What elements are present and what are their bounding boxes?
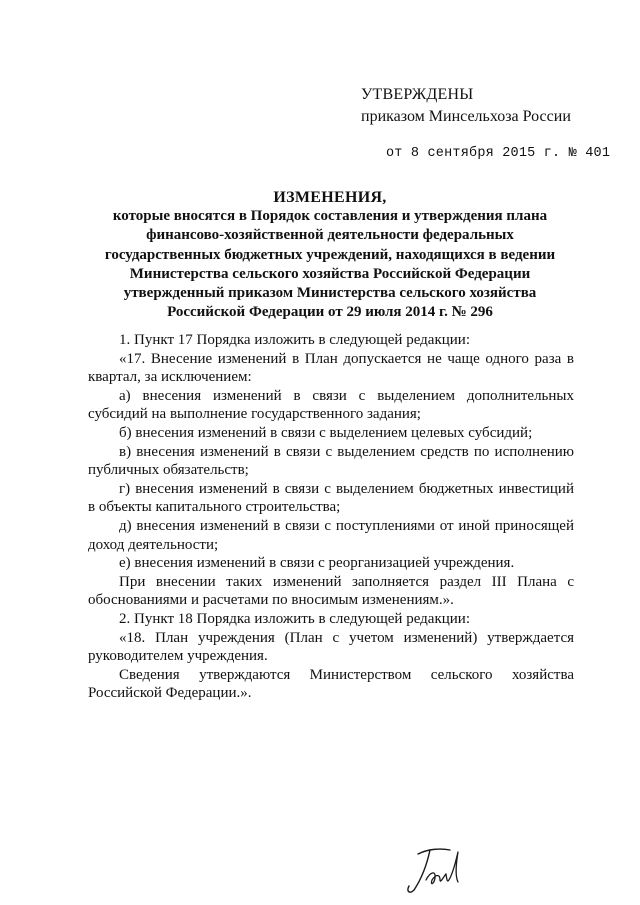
handwritten-signature-icon: [400, 846, 470, 896]
paragraph: б) внесения изменений в связи с выделением целевых субсидий;: [119, 424, 533, 441]
title-line: Российской Федерации от 29 июля 2014 г. № 296: [167, 304, 493, 321]
document-title: [80, 188, 580, 323]
title-line: утвержденный приказом Министерства сельского хозяйства: [123, 285, 537, 302]
paragraph: в) внесения изменений в связи с выделением средств по исполнению публичных обязательств;: [88, 443, 574, 479]
paragraph: г) внесения изменений в связи с выделением бюджетных инвестиций в объекты капитального строительства;: [88, 480, 574, 516]
order-date-number: от 8 сентября 2015 г. № 401: [386, 146, 611, 161]
paragraph: При внесении таких изменений заполняется раздел III Плана с обоснованиями и расчетами по вносимым изменениям.».: [88, 573, 574, 609]
paragraph: д) внесения изменений в связи с поступлениями от иной приносящей доход деятельности;: [88, 517, 574, 553]
paragraph: Сведения утверждаются Министерством сельского хозяйства Российской Федерации.».: [88, 666, 574, 702]
title-line: финансово-хозяйственной деятельности федеральных: [146, 227, 514, 244]
paragraph: 2. Пункт 18 Порядка изложить в следующей редакции:: [119, 610, 470, 627]
title-line: Министерства сельского хозяйства Российской Федерации: [129, 265, 531, 282]
paragraph: «18. План учреждения (План с учетом изменений) утверждается руководителем учреждения.: [88, 629, 574, 665]
document-body: [88, 331, 574, 703]
paragraph: «17. Внесение изменений в План допускается не чаще одного раза в квартал, за исключением:: [88, 350, 574, 386]
paragraph: а) внесения изменений в связи с выделением дополнительных субсидий на выполнение государственного задания;: [88, 387, 574, 423]
title-heading: ИЗМЕНЕНИЯ,: [273, 189, 387, 206]
approved-label: УТВЕРЖДЕНЫ: [361, 86, 474, 103]
title-line: которые вносятся в Порядок составления и утверждения плана: [112, 208, 548, 224]
approved-by-order: приказом Минсельхоза России: [361, 108, 571, 125]
approval-stamp: [361, 84, 621, 164]
title-line: государственных бюджетных учреждений, находящихся в ведении: [104, 246, 556, 263]
paragraph: е) внесения изменений в связи с реорганизацией учреждения.: [119, 555, 515, 572]
paragraph: 1. Пункт 17 Порядка изложить в следующей редакции:: [119, 332, 470, 348]
